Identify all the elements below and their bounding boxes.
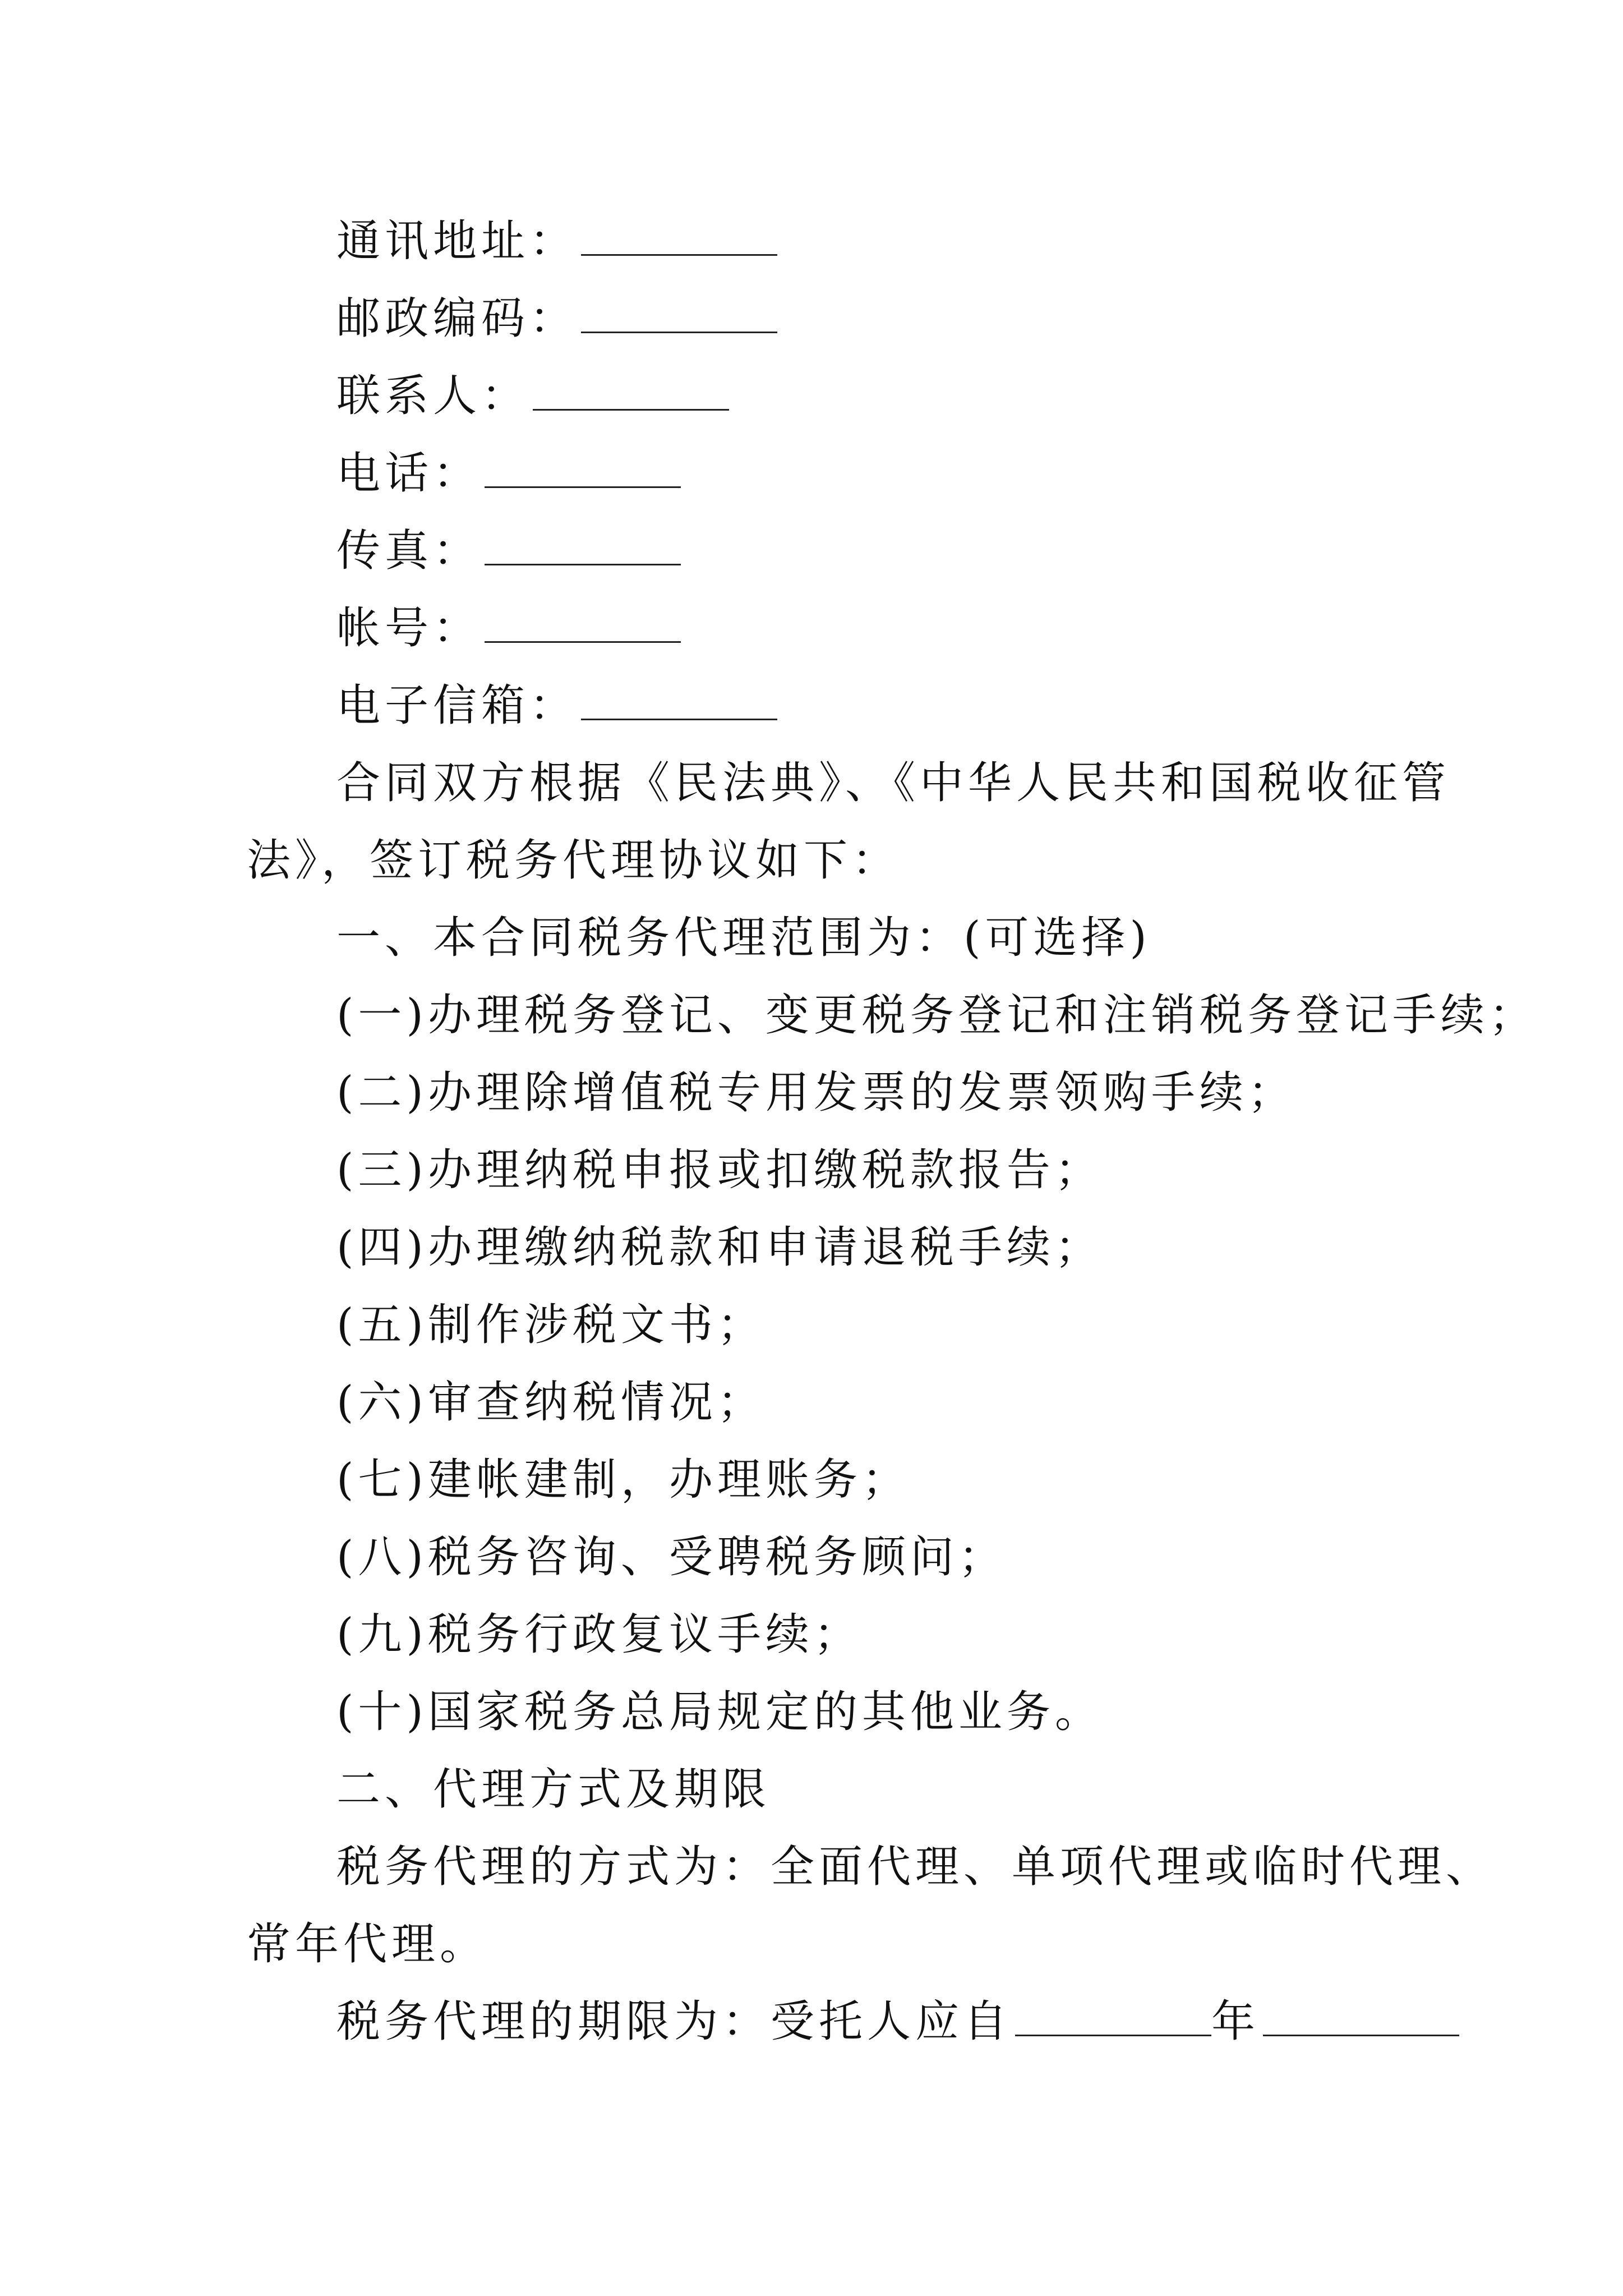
fill-in-blank [533, 374, 729, 411]
scope-item-2: (二)办理除增值税专用发票的发票领购手续； [336, 1068, 1296, 1118]
agency-term-line [336, 1994, 1459, 2050]
section-2-heading: 二、代理方式及期限 [336, 1764, 771, 1815]
field-account [336, 600, 681, 656]
scope-item-6: (六)审查纳税情况； [336, 1377, 766, 1428]
scope-item-9: (九)税务行政复议手续； [336, 1609, 862, 1660]
field-label: 传真： [336, 526, 482, 576]
field-label: 通讯地址： [336, 216, 578, 266]
field-label: 电子信箱： [336, 680, 578, 731]
field-label: 联系人： [336, 371, 530, 421]
fill-in-blank [581, 297, 777, 333]
field-postal-code [336, 291, 777, 347]
field-label: 邮政编码： [336, 293, 578, 344]
scope-item-10: (十)国家税务总局规定的其他业务。 [336, 1687, 1103, 1737]
fill-in-blank [581, 684, 777, 720]
scope-item-7: (七)建帐建制，办理账务； [336, 1455, 910, 1505]
fill-in-blank [581, 219, 777, 256]
term-prefix: 税务代理的期限为：受托人应自 [336, 1996, 1012, 2047]
scope-item-3: (三)办理纳税申报或扣缴税款报告； [336, 1145, 1103, 1195]
field-label: 帐号： [336, 603, 482, 654]
scope-item-1: (一)办理税务登记、变更税务登记和注销税务登记手续； [336, 990, 1537, 1041]
agency-method-line-2: 常年代理。 [247, 1919, 488, 1970]
intro-paragraph-line-1: 合同双方根据《民法典》、《中华人民共和国税收征管 [336, 758, 1451, 808]
field-label: 电话： [336, 448, 482, 499]
field-contact-person [336, 368, 729, 424]
field-phone [336, 445, 681, 501]
field-fax [336, 523, 681, 579]
fill-in-blank [485, 606, 681, 643]
fill-in-blank [1015, 2000, 1211, 2036]
fill-in-blank [485, 529, 681, 565]
scope-item-5: (五)制作涉税文书； [336, 1300, 766, 1350]
section-1-heading: 一、本合同税务代理范围为：(可选择) [336, 913, 1151, 963]
term-year-label: 年 [1211, 1996, 1260, 2047]
fill-in-blank [485, 452, 681, 488]
scope-item-4: (四)办理缴纳税款和申请退税手续； [336, 1222, 1103, 1273]
fill-in-blank [1263, 2000, 1459, 2036]
field-email [336, 678, 777, 734]
agency-method-line-1: 税务代理的方式为：全面代理、单项代理或临时代理、 [336, 1842, 1495, 1892]
intro-paragraph-line-2: 法》，签订税务代理协议如下： [247, 835, 901, 886]
scope-item-8: (八)税务咨询、受聘税务顾问； [336, 1532, 1007, 1582]
field-address [336, 213, 777, 269]
